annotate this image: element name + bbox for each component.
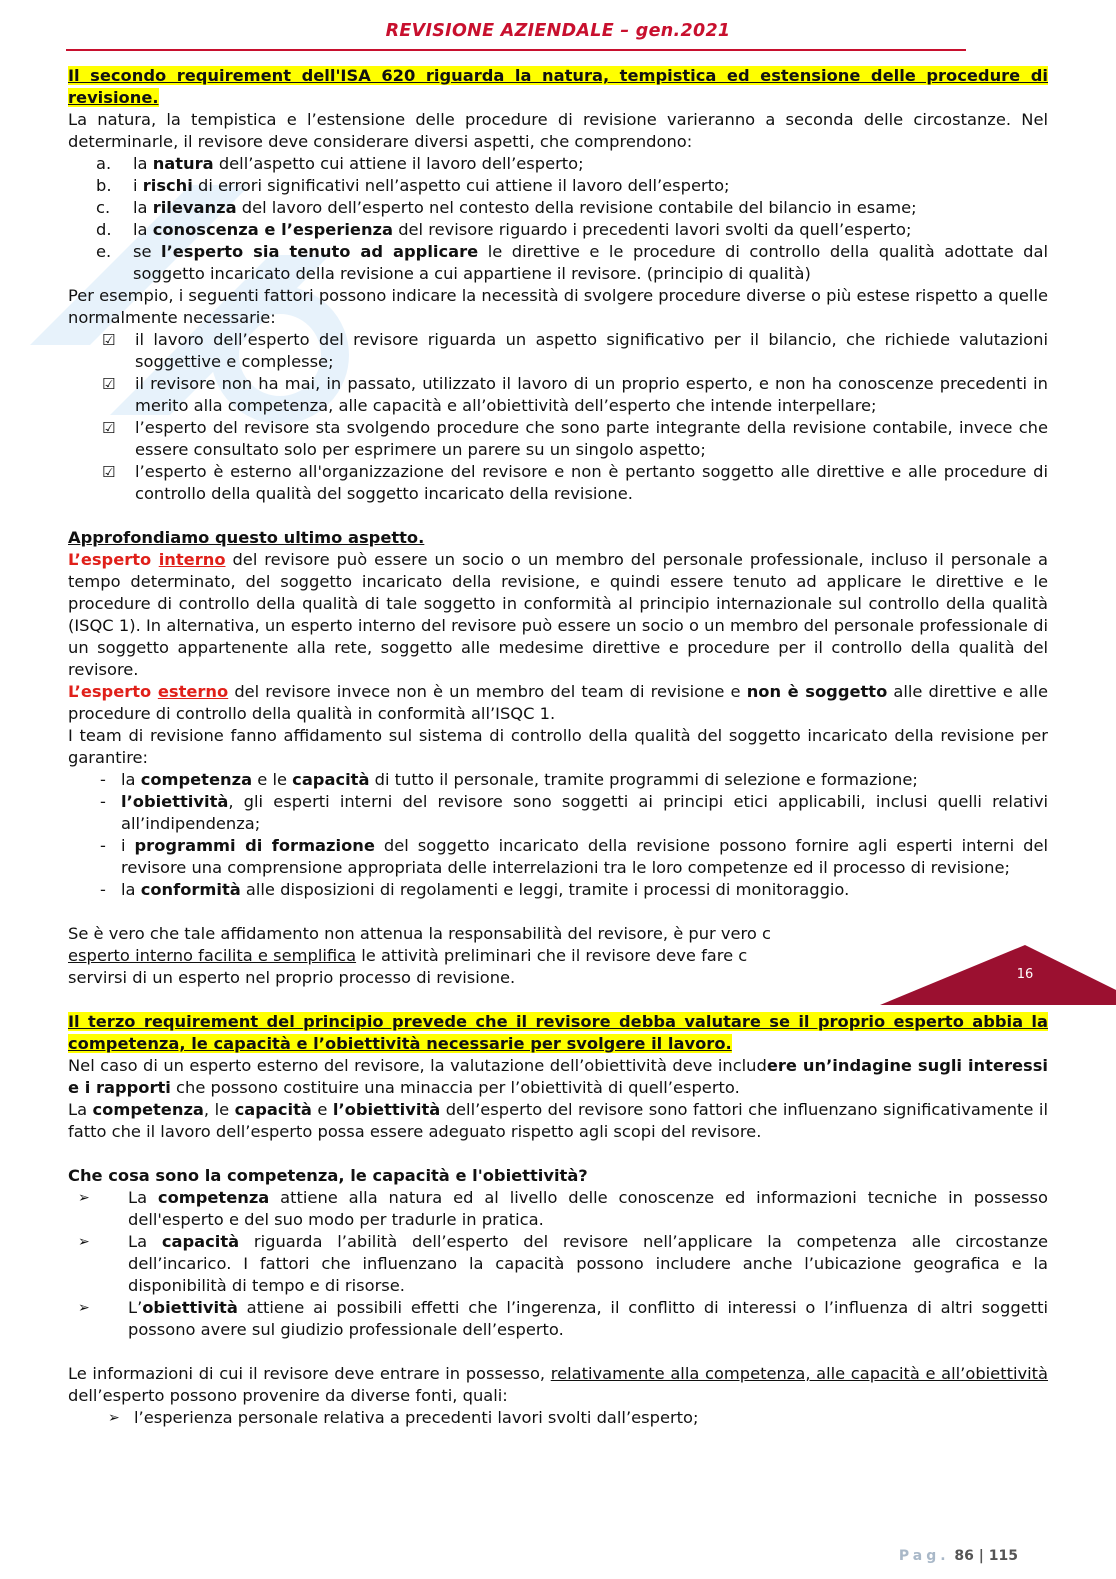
aspects-list [68,153,1048,285]
list-item: ➢ La competenza attiene alla natura ed al livello delle conoscenze ed informazioni tecniche in possesso dell'esperto e del suo modo per tradurle in pratica. [78,1188,1048,1229]
paragraph: Se è vero che tale affidamento non attenua la responsabilità del revisore, è pur vero c esperto interno facilita e semplifica le attività preliminari che il revisore deve fare c servirsi di un esperto nel proprio processo di revisione. [68,924,771,987]
paragraph: L’esperto esterno del revisore invece non è un membro del team di revisione e non è soggetto alle direttive e alle procedure di controllo della qualità in conformità all’ISQC 1. [68,682,1048,723]
footer-total-pages: 115 [988,1548,1018,1564]
list-item: ☑ l’esperto del revisore sta svolgendo procedure che sono parte integrante della revisione contabile, invece che essere consultato solo per esprimere un parere su un singolo aspetto; [102,418,1048,459]
checkbox-icon: ☑ [102,419,116,437]
list-item: - la competenza e le capacità di tutto il personale, tramite programmi di selezione e formazione; [100,770,918,789]
checkbox-icon: ☑ [102,463,116,481]
paragraph: La natura, la tempistica e l’estensione delle procedure di revisione varieranno a seconda delle circostanze. Nel determinarle, il revisore deve considerare diversi aspetti, che comprendono: [68,110,1048,151]
list-item: - i programmi di formazione del soggetto incaricato della revisione possono fornire agli esperti interni del revisore una comprensione appropriata delle interrelazioni tra le loro competenze ed il processo di revisione; [100,836,1049,877]
paragraph: L’esperto interno del revisore può essere un socio o un membro del personale professionale, incluso il personale a tempo determinato, del soggetto incaricato della revisione, e quindi essere tenuto ad applicare le direttive e le procedure di controllo della qualità di tale soggetto in conformità al principio internazionale sul controllo della qualità (ISQC 1). In alternativa, un esperto interno del revisore può essere un socio o un membro del personale professionale di un soggetto appartenente alla rete, soggetto alle medesime direttive e procedure per il controllo della qualità del revisore. [68,550,1048,679]
list-item: d. la conoscenza e l’esperienza del revisore riguardo i precedenti lavori svolti da quell’esperto; [96,220,912,239]
list-item: a. la natura dell’aspetto cui attiene il lavoro dell’esperto; [96,154,584,173]
sources-list [68,1407,1048,1429]
slide-number: 16 [1016,967,1034,982]
paragraph: La competenza, le capacità e l’obiettività dell’esperto del revisore sono fattori che influenzano significativamente il fatto che il lavoro dell’esperto possa essere adeguato rispetto agli scopi del revisore. [68,1100,1048,1141]
slide-number-badge [880,945,1116,1005]
list-item: b. i rischi di errori significativi nell’aspetto cui attiene il lavoro dell’esperto; [96,176,730,195]
list-item: - l’obiettività, gli esperti interni del revisore sono soggetti ai principi etici applicabili, inclusi quelli relativi all’indipendenza; [100,792,1048,833]
page-footer [899,1548,1018,1564]
list-item: - la conformità alle disposizioni di regolamenti e leggi, tramite i processi di monitoraggio. [100,880,850,899]
page-header-title: REVISIONE AZIENDALE – gen.2021 [385,21,731,41]
paragraph: I team di revisione fanno affidamento sul sistema di controllo della qualità del soggetto incaricato della revisione per garantire: [68,726,1048,767]
list-item: ☑ l’esperto è esterno all'organizzazione del revisore e non è pertanto soggetto alle direttive e alle procedure di controllo della qualità del soggetto incaricato della revisione. [102,462,1048,503]
arrow-bullet-icon: ➢ [78,1300,90,1316]
checkbox-icon: ☑ [102,375,116,393]
footer-page-number: 86 [954,1548,974,1564]
list-item: ☑ il revisore non ha mai, in passato, utilizzato il lavoro di un proprio esperto, e non ha conoscenze precedenti in merito alla competenza, alle capacità e all’obiettività dell’esperto che intende interpellare; [102,374,1048,415]
list-item: ➢ L’obiettività attiene ai possibili effetti che l’ingerenza, il conflitto di interessi o l’influenza di altri soggetti possono avere sul giudizio professionale dell’esperto. [78,1298,1048,1339]
footer-label: Pag. [898,1548,950,1564]
section-heading: Che cosa sono la competenza, le capacità e l'obiettività? [68,1166,588,1185]
footer-separator: | [978,1548,984,1564]
arrow-bullet-icon: ➢ [108,1410,120,1426]
list-item: ➢ l’esperienza personale relativa a precedenti lavori svolti dall’esperto; [108,1408,699,1427]
factors-list [68,329,1048,505]
list-item: e. se l’esperto sia tenuto ad applicare le direttive e le procedure di controllo della qualità adottate dal soggetto incaricato della revisione a cui appartiene il revisore. (principio di qualità) [96,242,1048,283]
document-body [68,65,1048,1429]
definitions-list [68,1187,1048,1341]
paragraph: Per esempio, i seguenti fattori possono indicare la necessità di svolgere procedure diverse o più estese rispetto a quelle normalmente necessarie: [68,286,1048,327]
header-rule [66,49,966,51]
section-heading: Il terzo requirement del principio prevede che il revisore debba valutare se il proprio esperto abbia la competenza, le capacità e l’obiettività necessarie per svolgere il lavoro. [68,1012,1048,1053]
list-item: ☑ il lavoro dell’esperto del revisore riguarda un aspetto significativo per il bilancio, che richiede valutazioni soggettive e complesse; [102,330,1048,371]
paragraph: Le informazioni di cui il revisore deve entrare in possesso, relativamente alla competenza, alle capacità e all’obiettività dell’esperto possono provenire da diverse fonti, quali: [68,1364,1049,1405]
paragraph: Nel caso di un esperto esterno del revisore, la valutazione dell’obiettività deve includere un’indagine sugli interessi e i rapporti che possono costituire una minaccia per l’obiettività di quell’esperto. [68,1056,1048,1097]
guarantees-list [68,769,1048,901]
arrow-bullet-icon: ➢ [78,1190,90,1206]
section-heading: Approfondiamo questo ultimo aspetto. [68,528,425,547]
list-item: c. la rilevanza del lavoro dell’esperto nel contesto della revisione contabile del bilancio in esame; [96,198,917,217]
checkbox-icon: ☑ [102,331,116,349]
list-item: ➢ La capacità riguarda l’abilità dell’esperto del revisore nell’applicare la competenza alle circostanze dell’incarico. I fattori che influenzano la capacità possono includere anche l’ubicazione geografica e la disponibilità di tempo e di risorse. [78,1232,1049,1295]
arrow-bullet-icon: ➢ [78,1234,90,1250]
section-heading: Il secondo requirement dell'ISA 620 riguarda la natura, tempistica ed estensione delle procedure di revisione. [68,66,1048,107]
